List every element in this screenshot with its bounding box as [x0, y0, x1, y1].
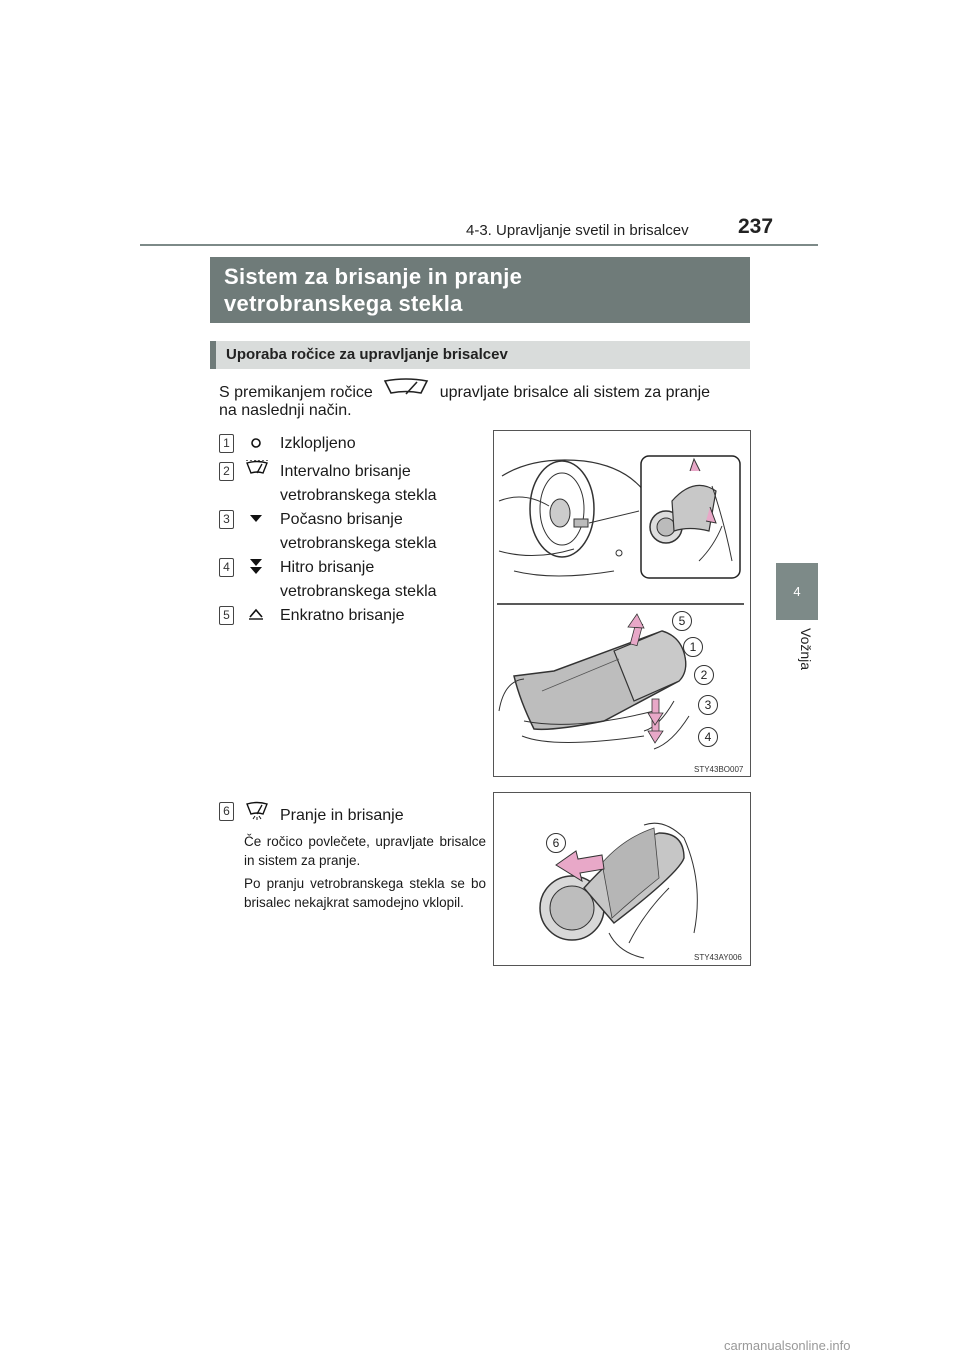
intro-paragraph-line2: na naslednji način. [219, 402, 352, 419]
chapter-tab: 4 [776, 563, 818, 620]
item-label: Pranje in brisanje [280, 807, 404, 824]
wiper-high-icon [244, 557, 268, 575]
wiper-icon [377, 377, 435, 397]
item-label: Enkratno brisanje [280, 607, 405, 624]
wiper-lever-illustration [494, 431, 750, 776]
watermark: carmanualsonline.info [724, 1338, 851, 1353]
subsection-title-band [210, 341, 750, 369]
figure-code: STY43AY006 [694, 953, 742, 962]
figure-code: STY43BO007 [694, 765, 744, 774]
callout-number: 5 [219, 606, 234, 625]
washer-lever-illustration [494, 793, 750, 965]
wiper-mist-icon [244, 606, 268, 624]
chapter-label: Vožnja [798, 628, 814, 671]
section-title: Sistem za brisanje in pranje vetrobranskega stekla [224, 264, 523, 316]
section-title-band [210, 257, 750, 323]
page-number: 237 [738, 215, 774, 238]
header-section-title: 4-3. Upravljanje svetil in brisalcev [466, 222, 689, 239]
item-description: Po pranju vetrobranskega stekla se bo brisalec nekajkrat samodejno vklopil. [244, 876, 486, 910]
callout-number: 2 [219, 462, 234, 481]
callout-number: 4 [219, 558, 234, 577]
item-label: Hitro brisanje [280, 559, 375, 576]
header-divider [140, 244, 818, 246]
callout-number: 1 [219, 434, 234, 453]
item-label-line2: vetrobranskega stekla [280, 583, 437, 600]
figure-callout: 6 [546, 833, 566, 853]
item-description: Če ročico povlečete, upravljate brisalce in sistem za pranje. [244, 834, 486, 868]
figure-washer-lever [493, 792, 751, 966]
wiper-off-icon [244, 435, 268, 453]
figure-callout: 5 [672, 611, 692, 631]
wiper-intermittent-icon [244, 460, 268, 478]
wiper-low-icon [244, 511, 268, 529]
item-label: Izklopljeno [280, 435, 356, 452]
item-label-line2: vetrobranskega stekla [280, 487, 437, 504]
washer-icon [244, 800, 270, 822]
callout-number: 3 [219, 510, 234, 529]
figure-callout: 3 [698, 695, 718, 715]
figure-callout: 1 [683, 637, 703, 657]
intro-paragraph: S premikanjem ročice upravljate brisalce ali sistem za pranje [219, 377, 749, 405]
item-label: Počasno brisanje [280, 511, 403, 528]
figure-wiper-lever [493, 430, 751, 777]
item-label-line2: vetrobranskega stekla [280, 535, 437, 552]
item-label: Intervalno brisanje [280, 463, 411, 480]
figure-callout: 2 [694, 665, 714, 685]
figure-callout: 4 [698, 727, 718, 747]
subsection-title: Uporaba ročice za upravljanje brisalcev [226, 346, 508, 363]
callout-number: 6 [219, 802, 234, 821]
